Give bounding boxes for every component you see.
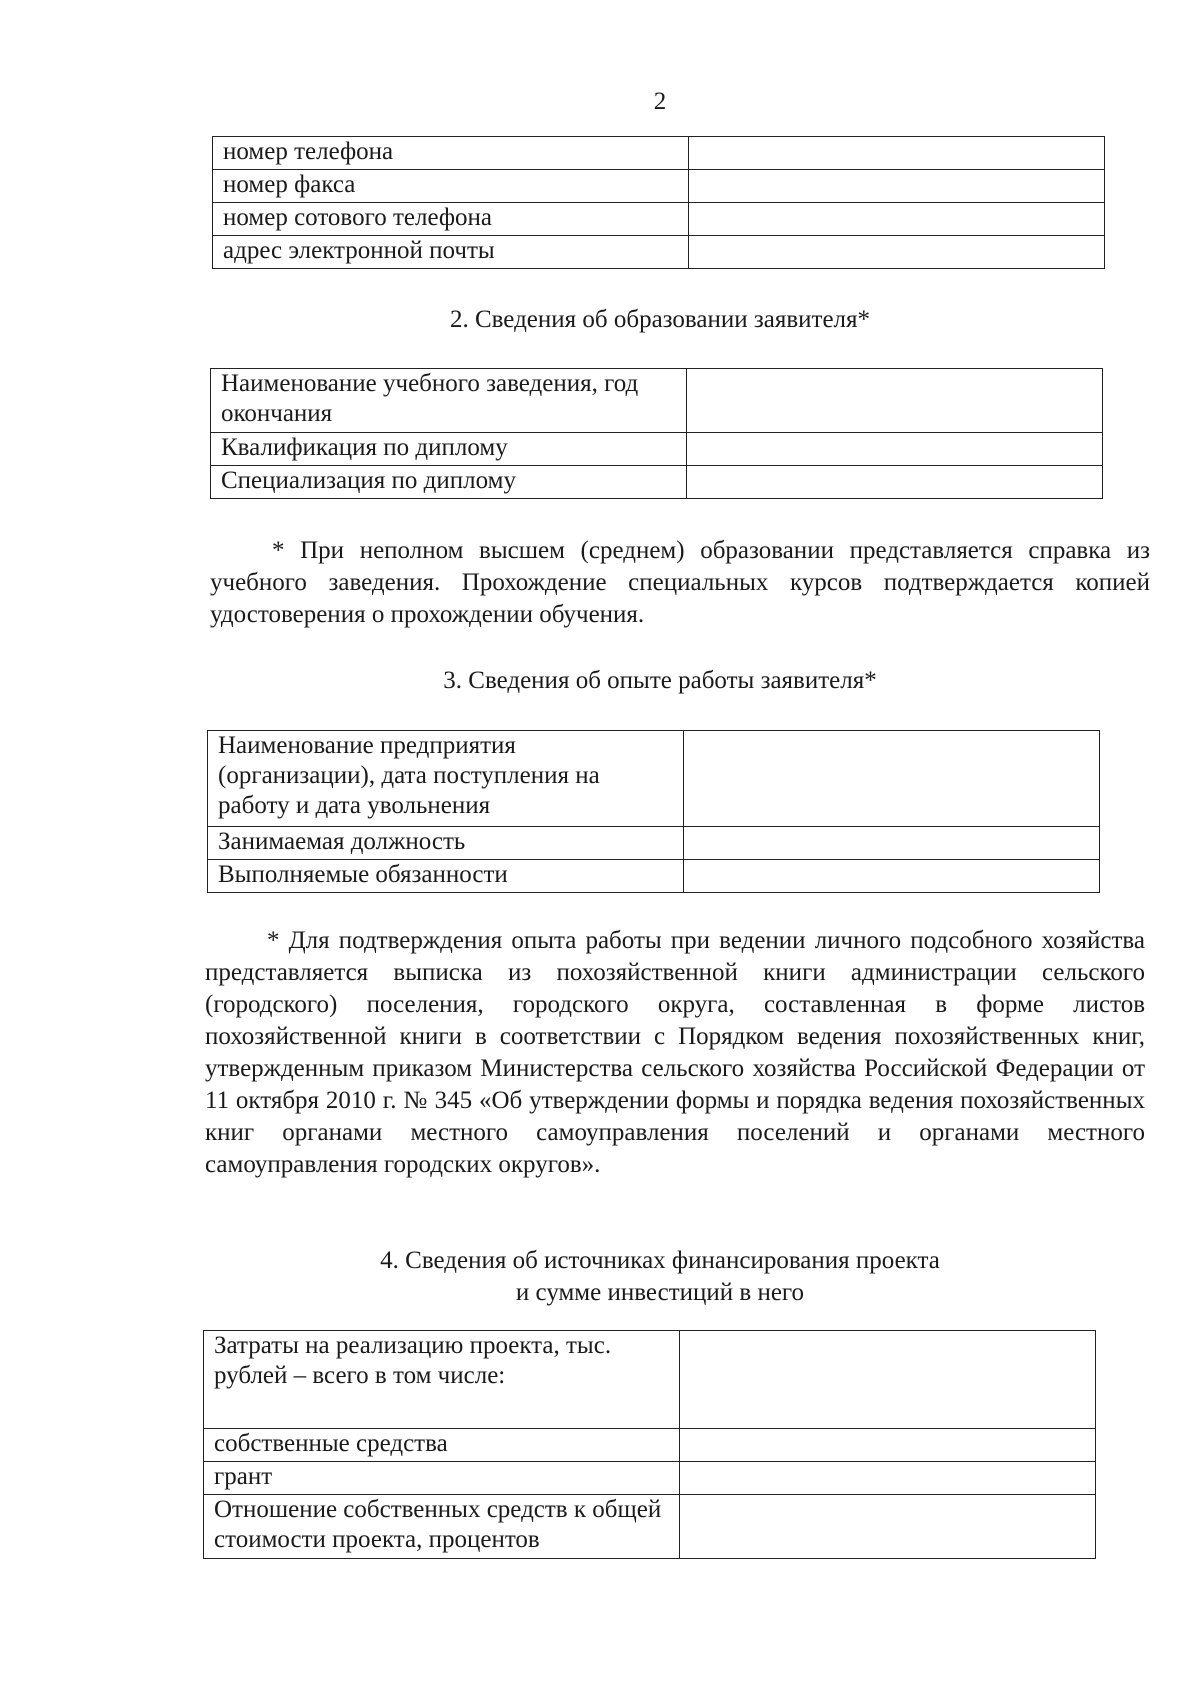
contacts-table <box>212 136 1105 269</box>
table-cell-label: Наименование учебного заведения, год окончания <box>211 369 687 433</box>
table-cell-value <box>687 369 1103 433</box>
section-heading-financing-line1: 4. Сведения об источниках финансирования проекта <box>380 1247 940 1274</box>
table-row <box>208 731 1100 827</box>
table-cell-value <box>689 137 1105 170</box>
table-cell-value <box>684 731 1100 827</box>
table-cell-label: Специализация по диплому <box>211 466 687 499</box>
education-table <box>210 368 1103 499</box>
education-note: * При неполном высшем (среднем) образовании представляется справка из учебного заведения. Прохождение специальных курсов подтверждается копией удостоверения о прохождении обучения. <box>210 537 1150 628</box>
table-row <box>211 466 1103 499</box>
table-row <box>213 170 1105 203</box>
table-row <box>211 433 1103 466</box>
section-heading-financing <box>0 1245 1200 1309</box>
table-row <box>204 1429 1096 1462</box>
table-row <box>204 1495 1096 1559</box>
table-row <box>213 236 1105 269</box>
table-row <box>204 1331 1096 1429</box>
table-cell-value <box>689 170 1105 203</box>
table-cell-value <box>680 1331 1096 1429</box>
table-row <box>213 203 1105 236</box>
table-cell-value <box>689 236 1105 269</box>
table-cell-value <box>680 1462 1096 1495</box>
page-number: 2 <box>653 88 667 115</box>
experience-table <box>207 730 1100 893</box>
table-cell-value <box>684 860 1100 893</box>
table-cell-label: собственные средства <box>204 1429 680 1462</box>
table-row <box>208 860 1100 893</box>
table-cell-label: Затраты на реализацию проекта, тыс. рублей – всего в том числе: <box>204 1331 680 1429</box>
section-heading-financing-line2: и сумме инвестиций в него <box>515 1279 805 1306</box>
table-cell-label: номер факса <box>213 170 689 203</box>
table-row <box>213 137 1105 170</box>
table-row <box>208 827 1100 860</box>
table-row <box>211 369 1103 433</box>
table-cell-label: номер сотового телефона <box>213 203 689 236</box>
financing-table <box>203 1330 1096 1559</box>
table-cell-label: грант <box>204 1462 680 1495</box>
section-heading-experience: 3. Сведения об опыте работы заявителя* <box>443 667 877 694</box>
table-cell-value <box>689 203 1105 236</box>
table-cell-value <box>687 433 1103 466</box>
table-cell-label: номер телефона <box>213 137 689 170</box>
table-cell-label: адрес электронной почты <box>213 236 689 269</box>
table-cell-label: Квалификация по диплому <box>211 433 687 466</box>
experience-note: * Для подтверждения опыта работы при ведении личного подсобного хозяйства представляется выписка из похозяйственной книги администрации сельского (городского) поселения, городского округа, составленная в форме листов похозяйственной книги в соответствии с Порядком ведения похозяйственных книг, утвержденным приказом Министерства сельского хозяйства Российской Федерации от 11 октября 2010 г. № 345 «Об утверждении формы и порядка ведения похозяйственных книг органами местного самоуправления поселений и органами местного самоуправления городских округов». <box>205 927 1145 1178</box>
table-cell-label: Наименование предприятия (организации), дата поступления на работу и дата увольнения <box>208 731 684 827</box>
table-cell-value <box>687 466 1103 499</box>
table-cell-value <box>684 827 1100 860</box>
table-cell-label: Занимаемая должность <box>208 827 684 860</box>
table-cell-value <box>680 1429 1096 1462</box>
section-heading-education: 2. Сведения об образовании заявителя* <box>449 306 871 333</box>
table-row <box>204 1462 1096 1495</box>
table-cell-value <box>680 1495 1096 1559</box>
table-cell-label: Выполняемые обязанности <box>208 860 684 893</box>
table-cell-label: Отношение собственных средств к общей стоимости проекта, процентов <box>204 1495 680 1559</box>
